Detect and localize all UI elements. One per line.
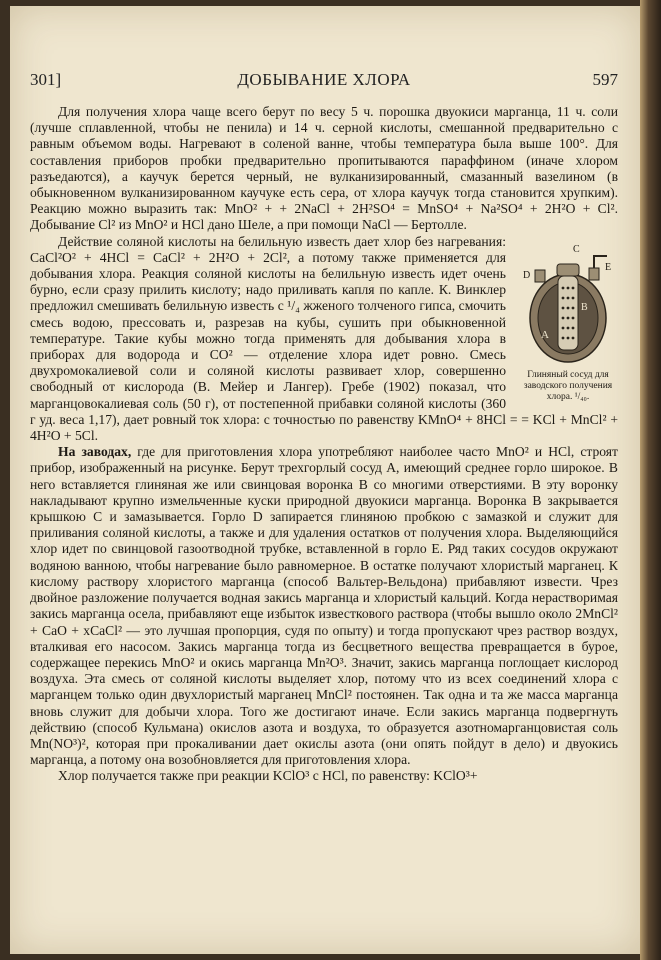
paragraph-2: Действие соляной кислоты на белильную известь дает хлор без нагревания: CaCl²O² + 4HCl = CaCl² + 2H²O + 2Cl², а потому также применяется для добывания хлора. Реакция соляной кислоты на белильную известь идет очень бурно, если сразу прилить кислоту; надо приливать капля по капле. К. Винклер предложил смешивать белильную известь с ¹/₄ жженого толченого гипса, смочить смесь водою, прессовать и, разрезав на кубы, сушить при обыкновенной температуре. Такие кубы можно тогда применять для добывания хлора в приборах для водорода и CO² — отделение хлора идет ровно. Смесь двухромокалиевой соли и соляной кислоты развивает хлор, совершенно свободный от кислорода (В. Мейер и Лангер). Гребе (1902) показал, что марганцовокалиевая соль (50 г), от постепенной прибавки соляной кислоты (360 г уд. веса 1,17), дает ровный ток хлора: с точностью по равенству KMnO⁴ + 8HCl = = KCl + MnCl² + 4H²O + 5Cl. — [30, 233, 618, 444]
paragraph-3-text: где для приготовления хлора употребляют наиболее часто MnO² и HCl, строят прибор, изображенный на рисунке. Берут трехгорлый сосуд A, имеющий среднее горло широкое. В него вставляется глиняная же или свинцовая воронка B со многими отверстиями. В эту воронку накладывают крупно измельченные куски природной двуокиси марганца. Воронка B закрывается крышкою C и замазывается. Горло D запирается глиняною пробкою с замазкой и служит для приливания соляной кислоты, а также и для удаления остатков от получения хлора. Выделяющийся хлор идет по свинцовой газоотводной трубке, вставленной в горло E. Ряд таких сосудов окружают водяною ванною, чтобы нагревание было равномерное. В остатке получают хлористый марганец. К кислому раствору хлористого марганца (способ Вальтер-Вельдона) прибавляют извести. Чрез двойное разложение получается водная закись марганца и хлористый кальций. Когда нерастворимая закись марганца осела, прибавляют еще избыток известкового раствора (чтобы вышло около 2MnCl² + CaO + xCaCl² — это лучшая пропорция, судя по опыту) и тогда пропускают чрез раствор воздух, вталкивая его насосом. Закись марганца тогда из бесцветного вещества превращается в бурое, содержащее перекись MnO² и окись марганца Mn²O³. Значит, закись марганца поглощает кислород воздуха. Эта смесь от соляной кислоты выделяет хлор, потому что из всех соединений хлора с марганцем только один двухлористый марганец MnCl² постоянен. Так одна и та же масса марганца вновь служит для добычи хлора. Того же достигают иначе. Если закись марганца подвергнуть действию (способ Кульмана) окислов азота и воздуха, то образуется азотномарганцовистая соль Mn(NO³)², которая при прокаливании дает окислы азота (они опять пойдут в дело) и двуокись марганца, а потому она возобновляется для приготовления хлора. — [30, 444, 618, 768]
label-b: B — [581, 301, 588, 313]
page-body — [30, 104, 618, 785]
paragraph-3 — [30, 444, 618, 768]
paragraph-3-lead: На заводах, — [58, 444, 132, 460]
label-a: A — [541, 328, 549, 341]
page-title: ДОБЫВАНИЕ ХЛОРА — [237, 70, 411, 89]
figure-clay-vessel — [518, 240, 618, 403]
paragraph-4: Хлор получается также при реакции KClO³ с HCl, по равенству: KClO³+ — [58, 768, 478, 784]
page-edge — [640, 0, 661, 960]
page-number: 597 — [592, 70, 618, 89]
section-number: 301] — [30, 70, 62, 89]
clay-vessel-illustration — [521, 240, 615, 368]
label-c: C — [573, 243, 580, 255]
label-d: D — [523, 269, 531, 281]
paragraph-1: Для получения хлора чаще всего берут по весу 5 ч. порошка двуокиси марганца, 11 ч. соли (лучше сплавленной, чтобы не пенила) и 14 ч. серной кислоты, смешанной предварительно с равным объемом воды. Нагревают в соленой ванне, чтобы температура была выше 100°. Для составления приборов пробки предварительно пропитываются параффином (иначе хлором разъедаются), а каучук берется черный, не вулканизированный, смазанный вазелином (в обыкновенном вулканизированном каучуке есть сера, от хлора каучук тогда становится хрупким). Реакцию можно выразить так: MnO² + + 2NaCl + 2H²SO⁴ = MnSO⁴ + Na²SO⁴ + 2H²O + Cl². Добывание Cl² из MnO² и HCl дано Шеле, а при помощи NaCl — Бертолле. — [30, 104, 618, 233]
label-e: E — [605, 261, 612, 273]
figure-caption: Глиняный сосуд для заводского получения хлора. ¹/₄₀. — [523, 369, 613, 402]
running-header — [30, 70, 618, 92]
